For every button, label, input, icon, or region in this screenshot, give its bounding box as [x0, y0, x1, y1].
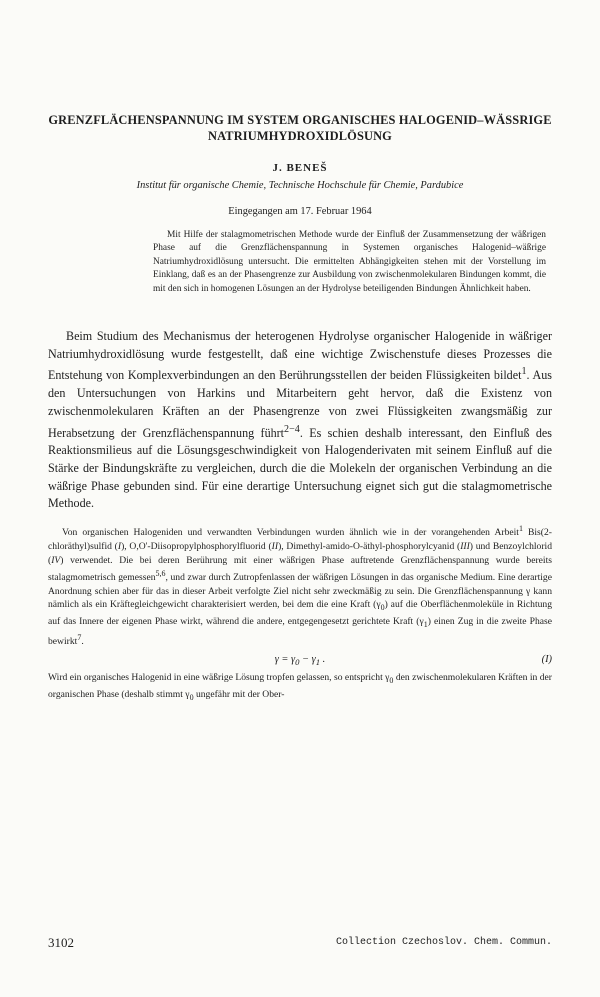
text-run: ) einen Zug in die zweite Phase bewirkt	[48, 615, 552, 648]
text-run: Bis(2-chloräthyl)sulfid (	[48, 527, 552, 552]
paper-page	[0, 112, 600, 997]
author-name: J. BENEŠ	[272, 162, 328, 174]
reference-marker: 2−4	[284, 423, 300, 435]
text-run: ) verwendet. Die bei deren Berührung mit einer wäßrigen Phase auftretende Grenzflächenspannung wurde bereits stalagmometrisch gemessen	[48, 554, 552, 584]
text-run: Wird ein organisches Halogenid in eine wäßrige Lösung tropfen gelassen, so entspricht γ	[48, 672, 390, 684]
subscript: 0	[189, 692, 194, 702]
abstract: Mit Hilfe der stalagmometrischen Methode wurde der Einfluß der Zusammensetzung der wäßrigen Phase auf die Grenzflächenspannung in Systemen organisches Halogenid–wäßrige Natriumhydroxidlösung untersucht. Die ermittelten Abhängigkeiten stehen mit der Vorstellung im Einklang, daß es an der Phasengrenze zur Ausbildung von zwischenmolekularen Bindungen kommt, die mit den sich in homogenen Lösungen an der Hydrolyse beteiligenden Bindungen Ähnlichkeit haben.	[153, 230, 546, 294]
reference-marker: 1	[521, 366, 527, 378]
text-run: ), O,O'-Diisopropylphosphorylfluorid (	[121, 540, 272, 552]
page-number: 3102	[48, 935, 74, 950]
text-run: , und zwar durch Zutropfenlassen der wäßrigen Lösungen in das organische Medium. Eine derartige Anordnung schien aber für das in dieser Arbeit verfolgte Ziel nicht sehr zweckmäßig zu sein. Die Grenzflächenspannung γ kann nämlich als ein Kräftegleichgewicht charakterisiert werden, bei dem die eine Kraft (γ	[48, 572, 552, 611]
body-paragraph-3	[48, 671, 552, 704]
received-date: Eingegangen am 17. Februar 1964	[228, 206, 372, 217]
equation-1	[48, 651, 552, 671]
text-run: ) auf die Oberflächenmoleküle in Richtung auf das Innere der eigenen Phase wirkt, während die andere, entgegengesetzt gerichtete Kraft (γ	[48, 599, 552, 627]
equation-number: (I)	[541, 654, 552, 666]
compound-label: I	[117, 540, 122, 552]
subscript: 0	[389, 676, 394, 686]
equation-text: .	[320, 654, 326, 666]
reference-marker: 7	[77, 633, 82, 643]
text-run: . Aus den Untersuchungen von Harkins und Mitarbeitern geht hervor, daß die Existenz von zwischenmolekularen Kräften an der Phasengrenze von zwei Flüssigkeiten zwangsmäßig zur Herabsetzung der Grenzflächenspannung führt	[48, 368, 553, 440]
subscript: 0	[380, 603, 385, 613]
journal-name: Collection Czechoslov. Chem. Commun.	[335, 937, 552, 948]
text-run: Von organischen Halogeniden und verwandten Verbindungen wurden ähnlich wie in der vorangehenden Arbeit	[62, 527, 519, 539]
compound-label: II	[271, 540, 279, 552]
subscript: 1	[315, 657, 321, 668]
author-affiliation: Institut für organische Chemie, Technische Hochschule für Chemie, Pardubice	[136, 180, 464, 191]
text-run: den zwischenmolekularen Kräften in der organischen Phase (deshalb stimmt γ	[48, 672, 552, 700]
text-run: ungefähr mit der Ober-	[193, 688, 285, 700]
reference-marker: 1	[518, 524, 523, 534]
reference-marker: 5,6	[155, 569, 166, 579]
body-paragraph-1	[48, 328, 552, 513]
text-run: ), Dimethyl-amido-O-äthyl-phosphorylcyanid (	[278, 540, 461, 552]
article-title: GRENZFLÄCHENSPANNUNG IM SYSTEM ORGANISCHES HALOGENID–WÄSSRIGE NATRIUMHYDROXIDLÖSUNG	[48, 113, 552, 143]
text-run: ) und Benzoylchlorid (	[48, 540, 552, 566]
text-run: Beim Studium des Mechanismus der heterogenen Hydrolyse organischer Halogenide in wäßriger Natriumhydroxidlösung wurde festgestellt, daß eine wichtige Zwischenstufe dieses Prozesses die Entstehung von Komplexverbindungen an den Berührungsstellen der beiden Flüssigkeiten bildet	[48, 329, 552, 383]
equation-text: γ = γ	[274, 654, 296, 666]
compound-label: III	[460, 540, 470, 552]
text-run: . Es schien deshalb interessant, den Einfluß des Reaktionsmilieus auf die Lösungsgeschwindigkeit von Halogenderivaten mit seinem Einfluß auf die Stärke der Bindungskräfte zu vergleichen, durch die die Molekeln der organischen Verbindung an die wäßrige Phase gebunden sind. Für eine derartige Untersuchung eignet sich gut die stalagmometrische Methode.	[48, 425, 552, 511]
subscript: 0	[295, 657, 300, 668]
text-run: .	[81, 636, 84, 648]
body-paragraph-2	[48, 522, 552, 649]
equation-text: − γ	[299, 654, 316, 666]
compound-label: IV	[51, 554, 61, 566]
subscript: 1	[423, 619, 428, 629]
